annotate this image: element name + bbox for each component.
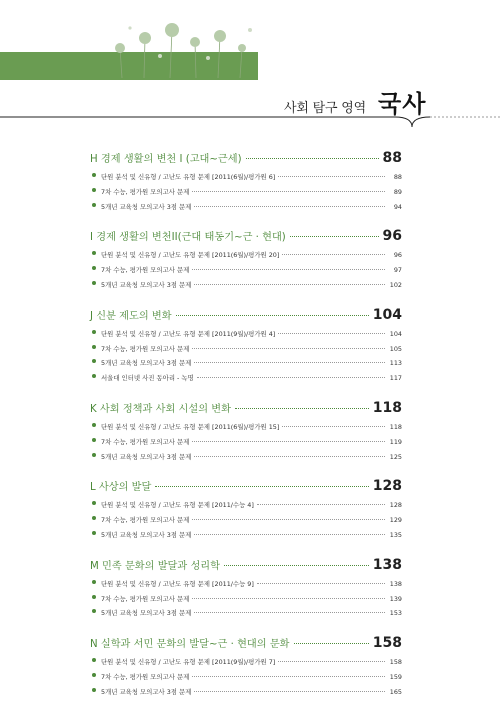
toc-section: [90, 307, 402, 388]
dot-leader: [257, 504, 385, 505]
page-title: [284, 84, 427, 118]
item-page-number: 89: [393, 187, 402, 196]
toc-item[interactable]: [90, 500, 402, 515]
bullet-icon: [92, 251, 96, 255]
item-label: 단원 분석 및 신유형 / 고난도 유형 문제 [2011/수능 4]: [101, 501, 254, 510]
dot-leader: [192, 676, 385, 677]
section-page-number: 118: [372, 399, 402, 416]
toc-item[interactable]: [90, 329, 402, 344]
section-heading[interactable]: [90, 478, 402, 500]
bullet-icon: [92, 330, 96, 334]
item-page-number: 139: [389, 594, 402, 603]
section-heading[interactable]: [90, 228, 402, 250]
item-page-number: 129: [389, 516, 402, 525]
dot-leader: [194, 612, 385, 613]
section-heading[interactable]: [90, 635, 402, 657]
section-title: M 민족 문화의 발달과 성리학: [90, 560, 220, 572]
section-heading[interactable]: [90, 150, 402, 172]
dot-leader: [278, 661, 385, 662]
toc-section: [90, 400, 402, 466]
toc-item[interactable]: [90, 530, 402, 545]
item-label: 7차 수능, 평가원 모의고사 문제: [101, 594, 190, 603]
toc-item[interactable]: [90, 250, 402, 265]
item-label: 단원 분석 및 신유형 / 고난도 유형 문제 [2011(6월)/평가원 15]: [101, 422, 280, 431]
bullet-icon: [92, 688, 96, 692]
bullet-icon: [92, 501, 96, 505]
dot-leader: [278, 176, 385, 177]
bullet-icon: [92, 374, 96, 378]
item-label: 단원 분석 및 신유형 / 고난도 유형 문제 [2011(6월)/평가원 6]: [101, 173, 276, 181]
section-heading[interactable]: [90, 400, 402, 422]
item-page-number: 118: [389, 422, 402, 431]
dandelion-illustration: [100, 8, 270, 88]
item-page-number: 104: [389, 329, 402, 338]
item-label: 5개년 교육청 모의고사 3점 문제: [101, 609, 192, 618]
dot-leader: [192, 598, 385, 599]
section-title: J 신분 제도의 변화: [90, 310, 172, 322]
item-page-number: 113: [389, 359, 402, 368]
dot-leader: [246, 158, 379, 159]
dot-leader: [194, 284, 385, 285]
dot-leader: [282, 426, 385, 427]
section-page-number: 128: [372, 478, 402, 495]
subject-title: 국사: [378, 90, 427, 118]
dot-leader: [294, 643, 369, 644]
bullet-icon: [92, 673, 96, 677]
dot-leader: [194, 534, 385, 535]
toc-item[interactable]: [90, 172, 402, 187]
bullet-icon: [92, 516, 96, 520]
toc-item[interactable]: [90, 515, 402, 530]
item-page-number: 153: [389, 609, 402, 618]
dot-leader: [194, 206, 385, 207]
toc-section: [90, 635, 402, 701]
dot-leader: [194, 691, 385, 692]
toc-section: [90, 557, 402, 623]
section-page-number: 104: [372, 306, 402, 323]
toc-item[interactable]: [90, 280, 402, 295]
toc-item[interactable]: [90, 422, 402, 437]
item-label: 5개년 교육청 모의고사 3점 문제: [101, 280, 192, 289]
bullet-icon: [92, 595, 96, 599]
toc-item[interactable]: [90, 373, 402, 388]
dot-leader: [194, 456, 385, 457]
bullet-icon: [92, 423, 96, 427]
bullet-icon: [92, 580, 96, 584]
section-title: I 경제 생활의 변천II(근대 태동기~근 · 현대): [90, 232, 286, 244]
bullet-icon: [92, 609, 96, 613]
toc-item[interactable]: [90, 594, 402, 609]
item-page-number: 102: [389, 280, 402, 289]
dot-leader: [290, 236, 379, 237]
item-label: 7차 수능, 평가원 모의고사 문제: [101, 266, 190, 275]
toc-item[interactable]: [90, 202, 402, 217]
dot-leader: [282, 254, 385, 255]
section-heading[interactable]: [90, 307, 402, 329]
dot-leader: [194, 362, 385, 363]
dot-leader: [278, 333, 385, 334]
section-page-number: 88: [382, 150, 402, 166]
item-page-number: 159: [389, 672, 402, 681]
section-title: L 사상의 발달: [90, 482, 152, 494]
bullet-icon: [92, 203, 96, 207]
bullet-icon: [92, 658, 96, 662]
dot-leader: [192, 348, 385, 349]
toc-item[interactable]: [90, 657, 402, 672]
item-label: 7차 수능, 평가원 모의고사 문제: [101, 344, 190, 353]
item-page-number: 128: [389, 501, 402, 510]
subject-area: 사회 탐구 영역: [284, 101, 367, 116]
item-label: 5개년 교육청 모의고사 3점 문제: [101, 452, 192, 461]
dot-leader: [224, 565, 369, 566]
toc-item[interactable]: [90, 358, 402, 373]
item-page-number: 96: [393, 251, 402, 260]
item-label: 5개년 교육청 모의고사 3점 문제: [101, 530, 192, 539]
bullet-icon: [92, 281, 96, 285]
item-page-number: 97: [393, 266, 402, 275]
item-label: 7차 수능, 평가원 모의고사 문제: [101, 516, 190, 525]
bullet-icon: [92, 173, 96, 177]
bullet-icon: [92, 453, 96, 457]
toc-item[interactable]: [90, 187, 402, 202]
toc-section: [90, 478, 402, 544]
dot-leader: [197, 377, 385, 378]
section-title: N 실학과 서민 문화의 발달~근 · 현대의 문화: [90, 639, 290, 651]
dot-leader: [155, 486, 368, 487]
toc-section: [90, 228, 402, 294]
item-label: 5개년 교육청 모의고사 3점 문제: [101, 359, 192, 368]
table-of-contents: [90, 150, 402, 702]
item-label: 서울대 인터넷 사진 동아리 - 녹명: [101, 374, 194, 383]
item-page-number: 165: [389, 687, 402, 696]
toc-item[interactable]: [90, 452, 402, 467]
section-page-number: 96: [382, 228, 402, 245]
section-title: H 경제 생활의 변천 I (고대~근세): [90, 154, 242, 165]
item-page-number: 94: [393, 202, 402, 211]
section-title: K 사회 정책과 사회 시설의 변화: [90, 403, 231, 415]
item-label: 5개년 교육청 모의고사 3점 문제: [101, 687, 192, 696]
item-label: 7차 수능, 평가원 모의고사 문제: [101, 672, 190, 681]
item-page-number: 119: [389, 437, 402, 446]
item-page-number: 105: [389, 344, 402, 353]
toc-item[interactable]: [90, 672, 402, 687]
item-page-number: 158: [389, 658, 402, 667]
toc-item[interactable]: [90, 579, 402, 594]
dot-leader: [257, 583, 385, 584]
item-label: 5개년 교육청 모의고사 3점 문제: [101, 202, 192, 211]
bullet-icon: [92, 359, 96, 363]
toc-item[interactable]: [90, 687, 402, 702]
toc-item[interactable]: [90, 265, 402, 280]
toc-item[interactable]: [90, 608, 402, 623]
dot-leader: [192, 191, 385, 192]
bullet-icon: [92, 345, 96, 349]
section-page-number: 158: [372, 635, 402, 652]
bullet-icon: [92, 531, 96, 535]
dot-leader: [192, 269, 385, 270]
toc-item[interactable]: [90, 437, 402, 452]
dot-leader: [235, 408, 369, 409]
toc-item[interactable]: [90, 344, 402, 359]
item-label: 단원 분석 및 신유형 / 고난도 유형 문제 [2011/수능 9]: [101, 579, 254, 588]
item-page-number: 117: [389, 374, 402, 383]
item-label: 단원 분석 및 신유형 / 고난도 유형 문제 [2011(9월)/평가원 7]: [101, 658, 276, 667]
bullet-icon: [92, 438, 96, 442]
toc-section: [90, 150, 402, 216]
item-label: 7차 수능, 평가원 모의고사 문제: [101, 437, 190, 446]
section-heading[interactable]: [90, 557, 402, 579]
bullet-icon: [92, 266, 96, 270]
item-page-number: 135: [389, 530, 402, 539]
dot-leader: [192, 441, 385, 442]
item-page-number: 125: [389, 452, 402, 461]
item-page-number: 88: [393, 173, 402, 181]
section-page-number: 138: [372, 556, 402, 573]
bullet-icon: [92, 188, 96, 192]
dot-leader: [176, 315, 369, 316]
item-page-number: 138: [389, 579, 402, 588]
dot-leader: [192, 519, 385, 520]
item-label: 단원 분석 및 신유형 / 고난도 유형 문제 [2011(9월)/평가원 4]: [101, 329, 276, 338]
item-label: 7차 수능, 평가원 모의고사 문제: [101, 187, 190, 196]
item-label: 단원 분석 및 신유형 / 고난도 유형 문제 [2011(6월)/평가원 20]: [101, 251, 280, 260]
